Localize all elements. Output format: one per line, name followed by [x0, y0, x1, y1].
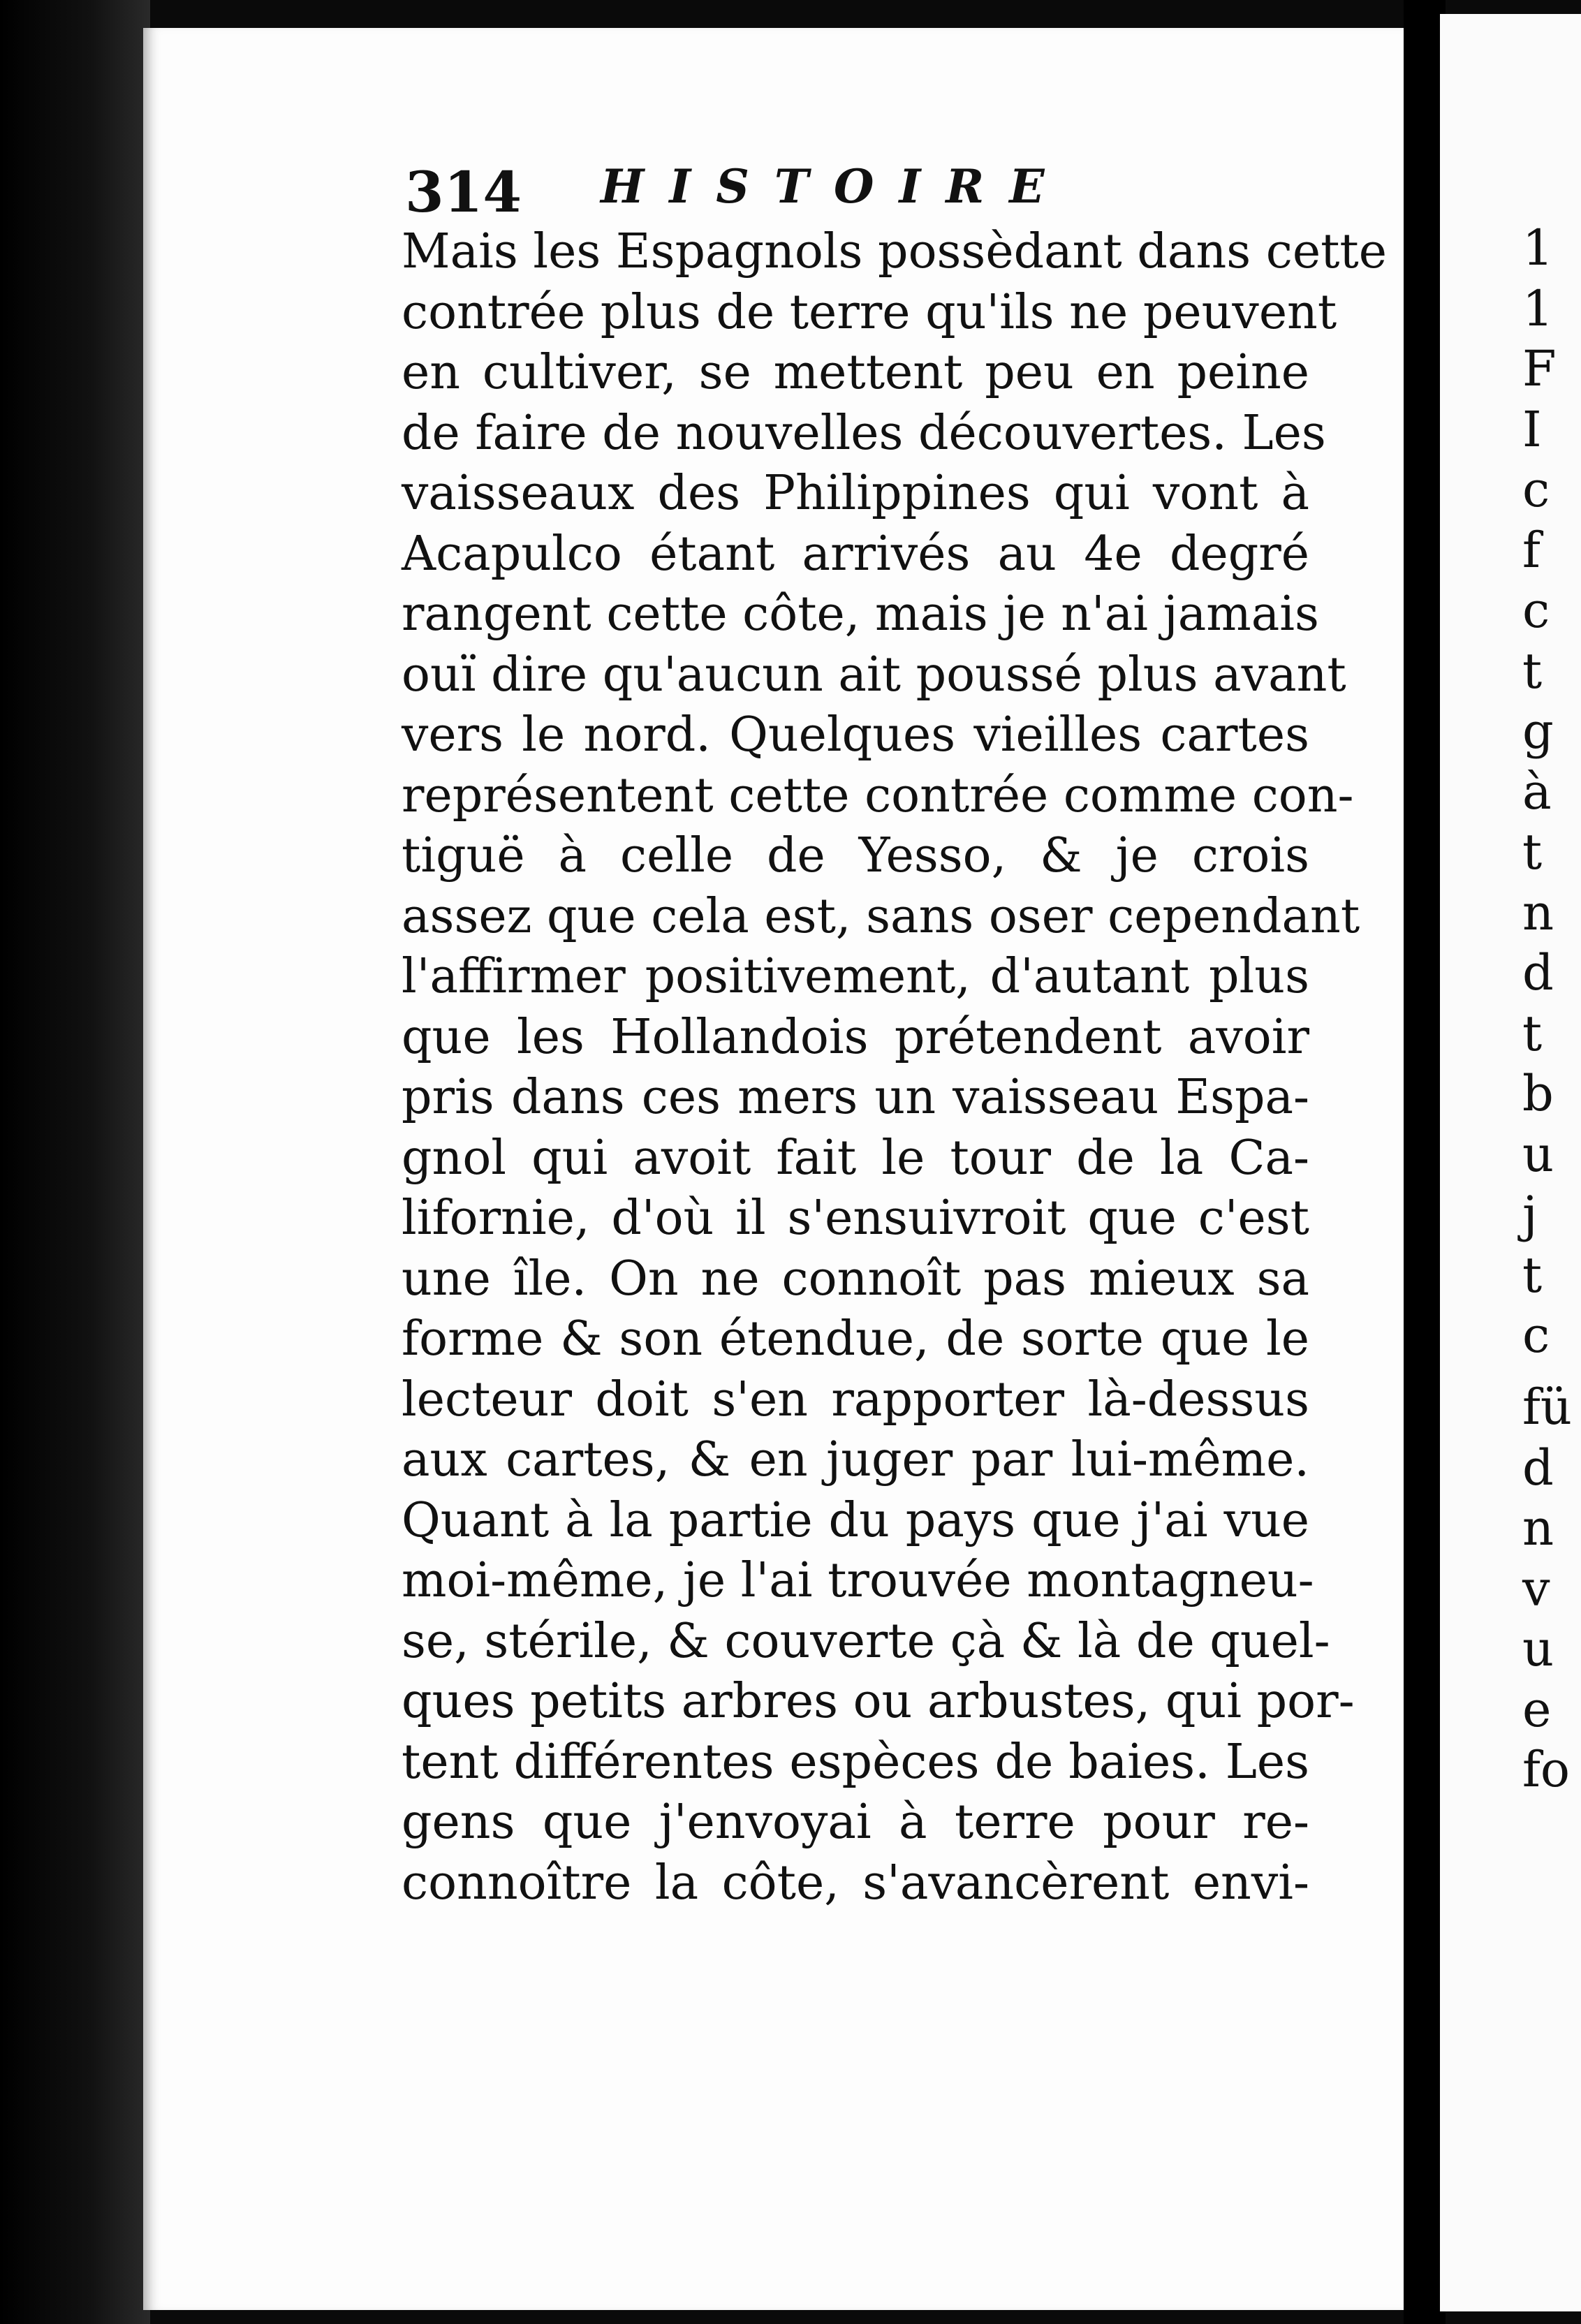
facing-line-fragment: 1: [1522, 279, 1554, 337]
text-line: l'affirmer positivement, d'autant plus: [402, 949, 1309, 1004]
text-line: représentent cette contrée comme con-: [402, 767, 1354, 823]
text-line: tiguë à celle de Yesso, & je crois: [402, 828, 1309, 883]
text-line: contrée plus de terre qu'ils ne peuvent: [402, 284, 1337, 340]
facing-line-fragment: n: [1522, 883, 1554, 941]
book-spine-edge: [0, 0, 150, 2324]
text-line: ques petits arbres ou arbustes, qui por-: [402, 1674, 1355, 1729]
text-line: forme & son étendue, de sorte que le: [402, 1311, 1309, 1367]
facing-line-fragment: I: [1522, 400, 1542, 458]
book-gutter: [1404, 0, 1446, 2324]
facing-line-fragment: fo: [1522, 1741, 1571, 1798]
text-line: Acapulco étant arrivés au 4e degré: [402, 526, 1309, 582]
facing-line-fragment: j: [1522, 1186, 1538, 1243]
text-line: moi-même, je l'ai trouvée montagneu-: [402, 1553, 1314, 1608]
text-line: assez que cela est, sans oser cependant: [402, 888, 1360, 944]
facing-line-fragment: e: [1522, 1680, 1552, 1738]
text-line: gnol qui avoit fait le tour de la Ca-: [402, 1130, 1309, 1186]
text-line: gens que j'envoyai à terre pour re-: [402, 1795, 1309, 1850]
body-text: [402, 222, 1387, 1913]
facing-line-fragment: f: [1522, 521, 1540, 579]
facing-line-fragment: v: [1522, 1559, 1550, 1617]
text-line: de faire de nouvelles découvertes. Les: [402, 405, 1326, 461]
text-line: vaisseaux des Philippines qui vont à: [402, 466, 1309, 521]
text-line: connoître la côte, s'avancèrent envi-: [402, 1855, 1309, 1911]
text-line: une île. On ne connoît pas mieux sa: [402, 1251, 1309, 1307]
facing-line-fragment: à: [1522, 763, 1552, 821]
text-line: ouï dire qu'aucun ait poussé plus avant: [402, 647, 1346, 703]
text-line: pris dans ces mers un vaisseau Espa-: [402, 1070, 1309, 1125]
facing-line-fragment: t: [1522, 1246, 1543, 1304]
text-line: Mais les Espagnols possèdant dans cette: [402, 224, 1387, 279]
text-line: se, stérile, & couverte çà & là de quel-: [402, 1613, 1330, 1669]
facing-line-fragment: u: [1522, 1620, 1554, 1677]
facing-line-fragment: 1: [1522, 219, 1554, 277]
facing-line-fragment: c: [1522, 1307, 1550, 1364]
facing-line-fragment: u: [1522, 1125, 1554, 1183]
facing-line-fragment: t: [1522, 1004, 1543, 1062]
facing-page: [1440, 14, 1581, 2311]
text-line: que les Hollandois prétendent avoir: [402, 1009, 1309, 1065]
facing-line-fragment: t: [1522, 823, 1543, 881]
facing-line-fragment: b: [1522, 1065, 1554, 1122]
text-line: lecteur doit s'en rapporter là-dessus: [402, 1371, 1309, 1427]
facing-line-fragment: d: [1522, 944, 1554, 1001]
text-line: tent différentes espèces de baies. Les: [402, 1734, 1309, 1790]
facing-line-fragment: F: [1522, 340, 1557, 397]
facing-line-fragment: d: [1522, 1439, 1554, 1496]
page-number: 314: [405, 159, 522, 225]
running-head: [405, 159, 1313, 229]
running-head-title: HISTOIRE: [601, 159, 1070, 214]
facing-line-fragment: n: [1522, 1499, 1554, 1557]
text-line: en cultiver, se mettent peu en peine: [402, 345, 1309, 400]
text-line: rangent cette côte, mais je n'ai jamais: [402, 587, 1319, 642]
text-line: aux cartes, & en juger par lui-même.: [402, 1432, 1309, 1487]
facing-line-fragment: c: [1522, 461, 1550, 518]
facing-line-fragment: fü: [1522, 1378, 1572, 1436]
facing-line-fragment: c: [1522, 582, 1550, 639]
text-line: lifornie, d'où il s'ensuivroit que c'est: [402, 1191, 1309, 1246]
text-line: Quant à la partie du pays que j'ai vue: [402, 1492, 1309, 1548]
facing-line-fragment: t: [1522, 642, 1543, 700]
text-line: vers le nord. Quelques vieilles cartes: [402, 707, 1309, 763]
facing-line-fragment: g: [1522, 703, 1554, 760]
